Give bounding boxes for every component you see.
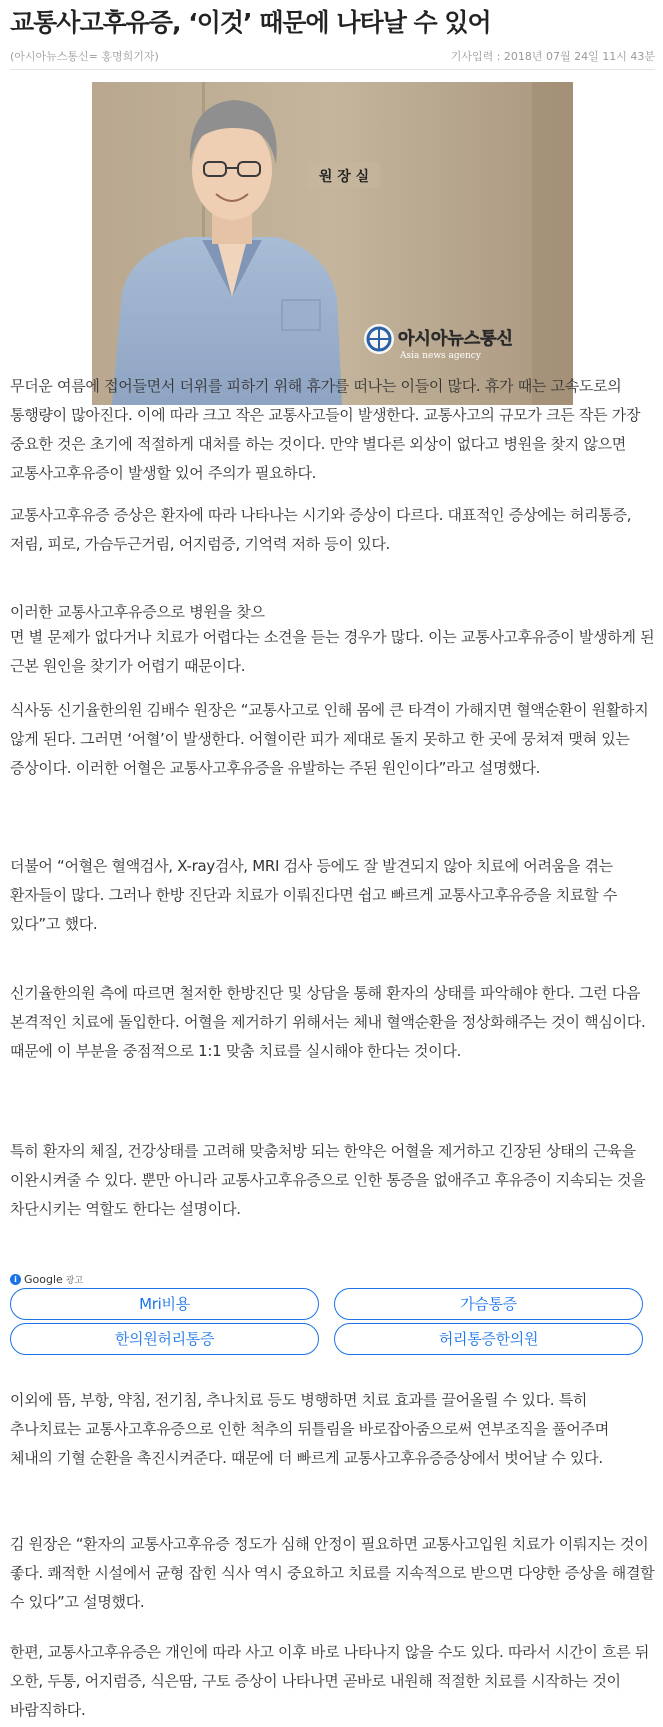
article-paragraph: 면 별 문제가 없다거나 치료가 어렵다는 소견을 듣는 경우가 많다. 이는 교통사고후유증이 발생하게 된 근본 원인을 찾기가 어렵기 때문이다. xyxy=(10,628,655,675)
article-byline: (아시아뉴스통신= 홍명희기자) xyxy=(10,50,159,63)
article-paragraph: 특히 환자의 체질, 건강상태를 고려해 맞춤처방 되는 한약은 어혈을 제거하고 긴장된 상태의 근육을 이완시켜줄 수 있다. 뿐만 아니라 교통사고후유증으로 인한 통증을 없애주고 후유증이 지속되는 것을 차단시키는 역할도 한다는 설명이다. xyxy=(10,1142,646,1218)
divider xyxy=(10,69,655,70)
ad-label-text: 광고 xyxy=(65,1275,84,1286)
article-paragraph: 무더운 여름에 접어들면서 더위를 피하기 위해 휴가를 떠나는 이들이 많다. 휴가 때는 고속도로의 통행량이 많아진다. 이에 따라 크고 작은 교통사고들이 발생한다. 교통사고의 규모가 크든 작든 가장 중요한 것은 초기에 적절하게 대처를 하는 것이다. 만약 별다른 외상이 없다고 병원을 찾지 않으면 교통사고후유증이 발생할 있어 주의가 필요하다. xyxy=(10,377,641,482)
article-paragraph: 김 원장은 “환자의 교통사고후유증 정도가 심해 안정이 필요하면 교통사고입원 치료가 이뤄지는 것이 좋다. 쾌적한 시설에서 균형 잡힌 식사 역시 중요하고 치료를 지속적으로 받으면 다양한 증상을 해결할 수 있다”고 설명했다. xyxy=(10,1535,655,1611)
ad-label[interactable] xyxy=(10,1271,83,1287)
article-paragraph: 더불어 “어혈은 혈액검사, X-ray검사, MRI 검사 등에도 잘 발견되지 않아 치료에 어려움을 겪는 환자들이 많다. 그러나 한방 진단과 치료가 이뤄진다면 쉽고 빠르게 교통사고후유증을 치료할 수 있다”고 했다. xyxy=(10,857,618,933)
article-meta xyxy=(10,48,655,66)
watermark-ko: 아시아뉴스통신 xyxy=(398,329,513,349)
article-paragraph: 신기율한의원 측에 따르면 철저한 한방진단 및 상담을 통해 환자의 상태를 파악해야 한다. 그런 다음 본격적인 치료에 돌입한다. 어혈을 제거하기 위해서는 체내 혈액순환을 정상화해주는 것이 핵심이다. 때문에 이 부분을 중점적으로 1:1 맞춤 치료를 실시해야 한다는 것이다. xyxy=(10,984,646,1060)
ad-link-button[interactable]: 한의원허리통증 xyxy=(10,1323,319,1355)
article-photo xyxy=(92,82,573,405)
ad-link-button[interactable]: Mri비용 xyxy=(10,1288,319,1320)
article-paragraph: 이러한 교통사고후유증으로 병원을 찾으 xyxy=(10,603,265,621)
article-headline: 교통사고후유증, ‘이것’ 때문에 나타날 수 있어 xyxy=(10,8,491,37)
article-paragraph: 식사동 신기율한의원 김배수 원장은 “교통사고로 인해 몸에 큰 타격이 가해지면 혈액순환이 원활하지 않게 된다. 그러면 ‘어혈’이 발생한다. 어혈이란 피가 제대로 돌지 못하고 한 곳에 뭉쳐져 맺혀 있는 증상이다. 이러한 어혈은 교통사고후유증을 유발하는 주된 원인이다”라고 설명했다. xyxy=(10,701,649,777)
ad-link-button[interactable]: 가슴통증 xyxy=(334,1288,643,1320)
watermark-en: Asia news agency xyxy=(400,351,481,361)
ad-link-button[interactable]: 허리통증한의원 xyxy=(334,1323,643,1355)
article-date: 기사입력 : 2018년 07월 24일 11시 43분 xyxy=(450,50,655,63)
article-paragraph: 이외에 뜸, 부항, 약침, 전기침, 추나치료 등도 병행하면 치료 효과를 끌어올릴 수 있다. 특히 추나치료는 교통사고후유증으로 인한 척추의 뒤틀림을 바로잡아줌으로써 연부조직을 풀어주며 체내의 기혈 순환을 촉진시켜준다. 때문에 더 빠르게 교통사고후유증증상에서 벗어날 수 있다. xyxy=(10,1391,609,1467)
ad-brand: Google xyxy=(24,1272,63,1286)
door-sign-text: 원 장 실 xyxy=(318,169,370,185)
article-paragraph: 교통사고후유증 증상은 환자에 따라 나타나는 시기와 증상이 다르다. 대표적인 증상에는 허리통증, 저림, 피로, 가슴두근거림, 어지럼증, 기억력 저하 등이 있다. xyxy=(10,506,632,553)
article-paragraph: 한편, 교통사고후유증은 개인에 따라 사고 이후 바로 나타나지 않을 수도 있다. 따라서 시간이 흐른 뒤 오한, 두통, 어지럼증, 식은땀, 구토 증상이 나타나면 곧바로 내원해 적절한 치료를 시작하는 것이 바람직하다. xyxy=(10,1643,650,1719)
info-icon[interactable]: i xyxy=(10,1274,21,1285)
